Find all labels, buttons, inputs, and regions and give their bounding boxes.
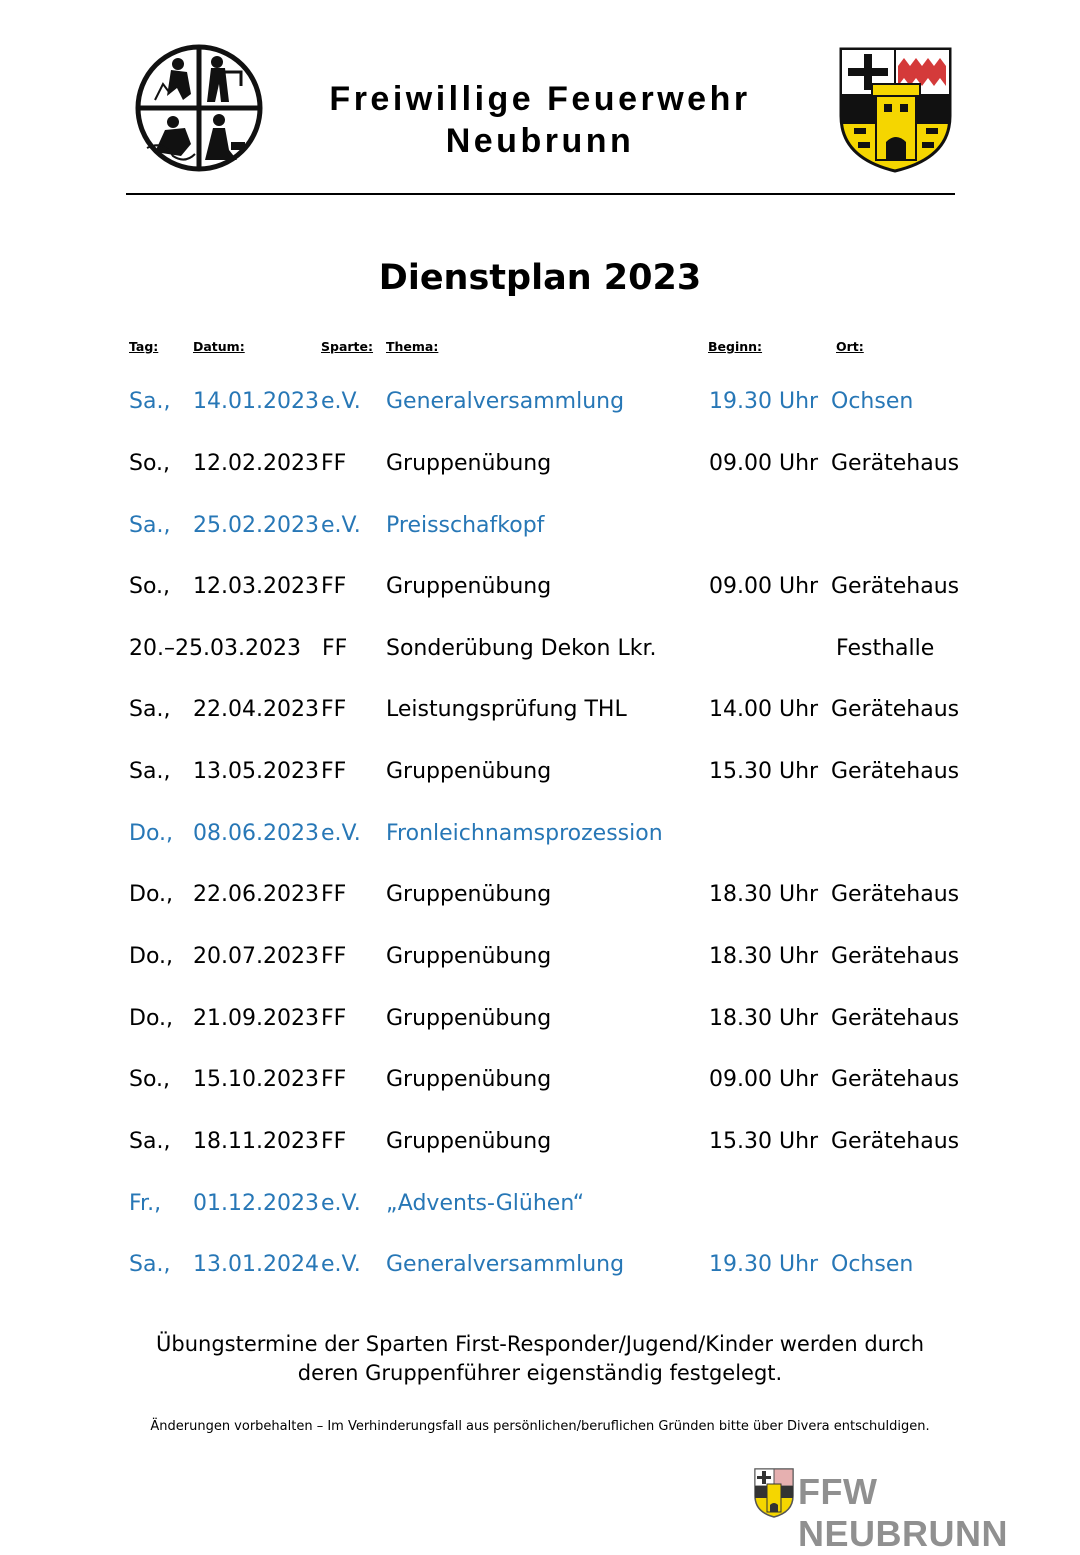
row-topic: Gruppenübung — [386, 1067, 552, 1092]
row-start: 18.30 Uhr — [709, 944, 819, 969]
footer-brand: FFW NEUBRUNN — [798, 1471, 1008, 1554]
header-divider — [126, 193, 955, 195]
row-date: 13.05.2023 — [193, 759, 319, 784]
schedule-row — [0, 1067, 1080, 1107]
row-location: Gerätehaus — [831, 944, 960, 969]
row-division: FF — [321, 574, 347, 599]
row-division: FF — [321, 451, 347, 476]
row-start: 14.00 Uhr — [709, 697, 819, 722]
row-location: Gerätehaus — [831, 1006, 960, 1031]
row-day: Do., — [129, 1006, 173, 1031]
row-topic: Leistungsprüfung THL — [386, 697, 627, 722]
row-location: Ochsen — [831, 389, 914, 414]
row-start: 18.30 Uhr — [709, 1006, 819, 1031]
note-line-1: Übungstermine der Sparten First-Responder/Jugend/Kinder werden durch — [156, 1332, 924, 1356]
row-topic: Sonderübung Dekon Lkr. — [386, 636, 657, 661]
row-division: FF — [322, 636, 348, 661]
schedule-row — [0, 1129, 1080, 1169]
row-day: Fr., — [129, 1191, 162, 1216]
row-topic: Gruppenübung — [386, 1006, 552, 1031]
row-start: 15.30 Uhr — [709, 1129, 819, 1154]
row-location: Gerätehaus — [831, 1129, 960, 1154]
row-day: Sa., — [129, 697, 171, 722]
row-date: 25.02.2023 — [193, 513, 319, 538]
column-header-sparte: Sparte: — [321, 339, 374, 354]
org-name-line2: Neubrunn — [445, 122, 635, 160]
row-division: FF — [321, 1006, 347, 1031]
page-title: Dienstplan 2023 — [378, 258, 702, 298]
schedule-row — [0, 513, 1080, 553]
row-start: 09.00 Uhr — [709, 1067, 819, 1092]
row-day: Do., — [129, 944, 173, 969]
row-date: 22.06.2023 — [193, 882, 319, 907]
row-day: Do., — [129, 882, 173, 907]
row-date: 01.12.2023 — [193, 1191, 319, 1216]
row-day: So., — [129, 1067, 171, 1092]
row-day: Sa., — [129, 1252, 171, 1277]
row-division: e.V. — [321, 821, 361, 846]
row-division: FF — [321, 882, 347, 907]
schedule-row — [0, 574, 1080, 614]
row-location: Gerätehaus — [831, 697, 960, 722]
row-division: FF — [321, 759, 347, 784]
row-day: So., — [129, 451, 171, 476]
row-topic: Gruppenübung — [386, 1129, 552, 1154]
row-location: Gerätehaus — [831, 759, 960, 784]
column-header-datum: Datum: — [193, 339, 245, 354]
row-division: FF — [321, 697, 347, 722]
row-date: 12.03.2023 — [193, 574, 319, 599]
row-topic: Gruppenübung — [386, 944, 552, 969]
row-division: FF — [321, 944, 347, 969]
schedule-row — [0, 1006, 1080, 1046]
row-day: Sa., — [129, 759, 171, 784]
row-division: e.V. — [321, 1252, 361, 1277]
row-day: Sa., — [129, 513, 171, 538]
org-name-line1: Freiwillige Feuerwehr — [329, 80, 751, 118]
schedule-row — [0, 759, 1080, 799]
column-header-beginn: Beginn: — [708, 339, 763, 354]
row-date: 14.01.2023 — [193, 389, 319, 414]
row-division: FF — [321, 1067, 347, 1092]
row-topic: Generalversammlung — [386, 389, 625, 414]
row-topic: Generalversammlung — [386, 1252, 625, 1277]
row-topic: Fronleichnamsprozession — [386, 821, 663, 846]
schedule-row — [0, 697, 1080, 737]
row-day: Sa., — [129, 1129, 171, 1154]
row-start: 09.00 Uhr — [709, 451, 819, 476]
schedule-row — [0, 389, 1080, 429]
row-location: Gerätehaus — [831, 574, 960, 599]
firefighter-emblem-icon — [133, 44, 265, 172]
column-header-thema: Thema: — [386, 339, 439, 354]
row-location: Gerätehaus — [831, 882, 960, 907]
row-division: e.V. — [321, 389, 361, 414]
row-topic: Gruppenübung — [386, 574, 552, 599]
row-start: 15.30 Uhr — [709, 759, 819, 784]
neubrunn-coat-of-arms-icon — [754, 1468, 794, 1518]
row-location: Ochsen — [831, 1252, 914, 1277]
note-line-2: deren Gruppenführer eigenständig festgelegt. — [297, 1361, 783, 1385]
row-date: 08.06.2023 — [193, 821, 319, 846]
schedule-row — [0, 821, 1080, 861]
row-date: 21.09.2023 — [193, 1006, 319, 1031]
row-day: Sa., — [129, 389, 171, 414]
row-day: So., — [129, 574, 171, 599]
column-header-tag: Tag: — [129, 339, 159, 354]
schedule-row — [0, 1252, 1080, 1292]
schedule-row — [0, 1191, 1080, 1231]
disclaimer: Änderungen vorbehalten – Im Verhinderungsfall aus persönlichen/beruflichen Gründen bitte über Divera entschuldigen. — [150, 1419, 930, 1434]
row-topic: „Advents-Glühen“ — [386, 1191, 585, 1216]
schedule-row — [0, 451, 1080, 491]
column-header-ort: Ort: — [836, 339, 864, 354]
row-location: Gerätehaus — [831, 1067, 960, 1092]
row-start: 09.00 Uhr — [709, 574, 819, 599]
row-topic: Preisschafkopf — [386, 513, 545, 538]
neubrunn-coat-of-arms-icon — [838, 46, 953, 174]
row-topic: Gruppenübung — [386, 882, 552, 907]
schedule-row — [0, 636, 1080, 676]
row-start: 19.30 Uhr — [709, 389, 819, 414]
row-division: e.V. — [321, 1191, 361, 1216]
row-date: 18.11.2023 — [193, 1129, 319, 1154]
row-start: 18.30 Uhr — [709, 882, 819, 907]
row-division: e.V. — [321, 513, 361, 538]
row-date: 20.07.2023 — [193, 944, 319, 969]
row-location: Gerätehaus — [831, 451, 960, 476]
schedule-row — [0, 944, 1080, 984]
row-date: 12.02.2023 — [193, 451, 319, 476]
row-division: FF — [321, 1129, 347, 1154]
row-location: Festhalle — [836, 636, 935, 661]
row-day: Do., — [129, 821, 173, 846]
schedule-row — [0, 882, 1080, 922]
row-date: 22.04.2023 — [193, 697, 319, 722]
row-date: 15.10.2023 — [193, 1067, 319, 1092]
row-start: 19.30 Uhr — [709, 1252, 819, 1277]
row-date-range: 20.–25.03.2023 — [129, 636, 301, 661]
row-topic: Gruppenübung — [386, 759, 552, 784]
row-topic: Gruppenübung — [386, 451, 552, 476]
row-date: 13.01.2024 — [193, 1252, 319, 1277]
